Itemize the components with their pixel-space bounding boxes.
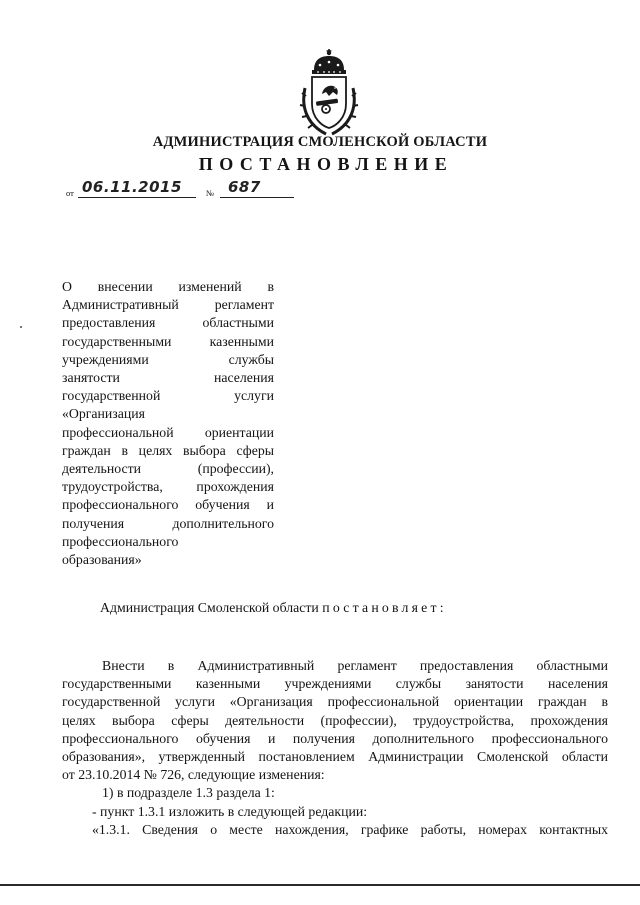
- number-label: №: [206, 188, 215, 198]
- body-line: «1.3.1. Сведения о месте нахождения, графике работы, номерах контактных: [92, 821, 608, 837]
- body-line: государственными казенными учреждениями службы занятости населения: [62, 676, 608, 692]
- subject-line: деятельности (профессии),: [62, 461, 274, 477]
- subject-line: трудоустройства, прохождения: [62, 479, 274, 495]
- registration-line: [66, 178, 306, 204]
- subject-line: получения дополнительного: [62, 515, 274, 531]
- number-underline: [220, 197, 294, 198]
- date-label: от: [66, 188, 74, 198]
- body-line: от 23.10.2014 № 726, следующие изменения:: [62, 767, 325, 783]
- handwritten-date: 06.11.2015: [82, 178, 182, 196]
- subject-line: учреждениями службы: [62, 351, 274, 367]
- subject-line: Административный регламент: [62, 297, 274, 313]
- resolves-statement: [100, 600, 447, 616]
- body-line: 1) в подразделе 1.3 раздела 1:: [102, 785, 275, 801]
- document-body: [62, 657, 608, 839]
- subject-line: профессионального: [62, 533, 179, 549]
- body-line: образования», утвержденный постановлением Администрации Смоленской области: [62, 749, 608, 765]
- subject-line: «Организация: [62, 406, 145, 422]
- bottom-scan-edge: [0, 884, 640, 886]
- body-line: целях выбора сферы деятельности (профессии), трудоустройства, прохождения: [62, 712, 608, 728]
- subject-line: профессиональной ориентации: [62, 424, 274, 440]
- subject-line: государственной услуги: [62, 388, 274, 404]
- date-underline: [78, 197, 196, 198]
- resolves-prefix: Администрация Смоленской области: [100, 600, 323, 615]
- subject-line: образования»: [62, 552, 142, 568]
- subject-line: О внесении изменений в: [62, 279, 274, 294]
- margin-mark: [20, 326, 22, 328]
- handwritten-number: 687: [228, 178, 261, 196]
- resolves-verb: постановляет:: [322, 600, 447, 615]
- body-line: государственной услуги «Организация профессиональной ориентации граждан в: [62, 694, 608, 710]
- coat-of-arms-emblem: [296, 48, 362, 138]
- body-line: - пункт 1.3.1 изложить в следующей редакции:: [92, 803, 368, 819]
- organization-title: АДМИНИСТРАЦИЯ СМОЛЕНСКОЙ ОБЛАСТИ: [152, 134, 488, 150]
- subject-line: государственными казенными: [62, 333, 274, 349]
- subject-line: занятости населения: [62, 370, 274, 386]
- subject-line: граждан в целях выбора сферы: [62, 442, 274, 458]
- document-subject: [62, 278, 274, 569]
- document-type-title: ПОСТАНОВЛЕНИЕ: [198, 154, 454, 174]
- subject-line: предоставления областными: [62, 315, 274, 331]
- subject-line: профессионального обучения и: [62, 497, 274, 513]
- body-line: Внести в Административный регламент предоставления областными: [102, 658, 608, 673]
- body-line: профессионального обучения и получения дополнительного профессионального: [62, 730, 608, 746]
